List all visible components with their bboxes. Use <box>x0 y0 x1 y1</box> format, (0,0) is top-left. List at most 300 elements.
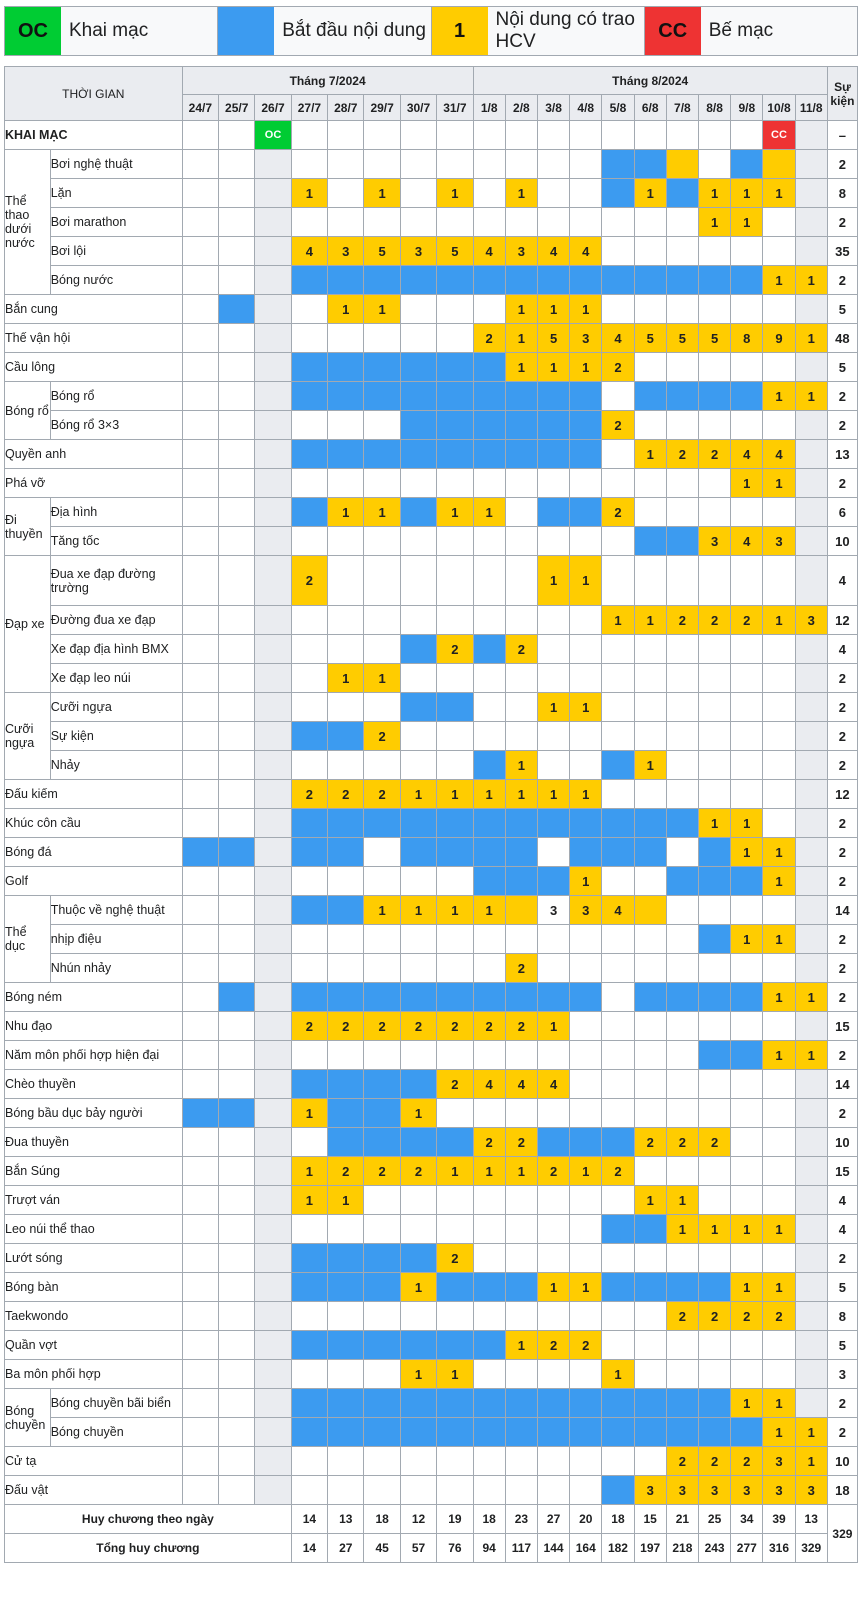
event-cell <box>473 382 505 411</box>
footer-value: 39 <box>763 1505 795 1534</box>
schedule-row <box>5 208 858 237</box>
empty-cell <box>666 208 698 237</box>
medal-cell: 2 <box>364 722 400 751</box>
medal-cell: 2 <box>634 1128 666 1157</box>
medal-cell: 2 <box>602 353 634 382</box>
event-cell <box>437 1331 473 1360</box>
empty-cell <box>731 1070 763 1099</box>
event-cell <box>570 498 602 527</box>
empty-cell <box>291 208 327 237</box>
sport-name: Bóng bàn <box>5 1273 183 1302</box>
event-cell <box>400 411 436 440</box>
event-cell <box>328 382 364 411</box>
footer-value: 197 <box>634 1534 666 1563</box>
footer-value: 117 <box>505 1534 537 1563</box>
empty-cell <box>795 1012 827 1041</box>
schedule-row <box>5 838 858 867</box>
sport-name: Thế vận hội <box>5 324 183 353</box>
event-cell <box>364 1099 400 1128</box>
event-cell <box>537 411 569 440</box>
schedule-row <box>5 121 858 150</box>
medal-cell: 4 <box>731 527 763 556</box>
empty-cell <box>763 1128 795 1157</box>
empty-cell <box>666 722 698 751</box>
medal-cell: 1 <box>505 1331 537 1360</box>
empty-cell <box>602 1070 634 1099</box>
sport-name: Bắn Súng <box>5 1157 183 1186</box>
empty-cell <box>505 722 537 751</box>
event-cell <box>537 1128 569 1157</box>
empty-cell <box>473 1302 505 1331</box>
empty-cell <box>698 751 730 780</box>
empty-cell <box>505 1302 537 1331</box>
empty-cell <box>698 780 730 809</box>
sport-name: Sự kiện <box>50 722 182 751</box>
empty-cell <box>255 237 291 266</box>
empty-cell <box>634 121 666 150</box>
events-count: 15 <box>827 1157 857 1186</box>
event-cell <box>634 266 666 295</box>
empty-cell <box>182 664 218 693</box>
event-cell <box>291 1244 327 1273</box>
schedule-row <box>5 498 858 527</box>
event-cell <box>364 809 400 838</box>
medal-cell: 2 <box>328 1012 364 1041</box>
event-cell <box>602 1128 634 1157</box>
event-cell <box>731 150 763 179</box>
empty-cell <box>795 1157 827 1186</box>
event-cell <box>364 983 400 1012</box>
sport-name: Nhảy <box>50 751 182 780</box>
sport-name: Quần vợt <box>5 1331 183 1360</box>
event-cell <box>537 266 569 295</box>
empty-cell <box>364 867 400 896</box>
event-cell <box>400 440 436 469</box>
empty-cell <box>731 751 763 780</box>
empty-cell <box>666 954 698 983</box>
empty-cell <box>698 1070 730 1099</box>
empty-cell <box>219 1273 255 1302</box>
empty-cell <box>602 1244 634 1273</box>
medal-cell: 1 <box>570 295 602 324</box>
empty-cell <box>182 1389 218 1418</box>
medal-cell: 1 <box>291 1157 327 1186</box>
event-cell <box>505 983 537 1012</box>
empty-cell <box>255 693 291 722</box>
empty-cell <box>291 1360 327 1389</box>
empty-cell <box>473 527 505 556</box>
empty-cell <box>400 867 436 896</box>
empty-cell <box>795 121 827 150</box>
empty-cell <box>473 1041 505 1070</box>
empty-cell <box>291 635 327 664</box>
empty-cell <box>219 469 255 498</box>
schedule-row <box>5 693 858 722</box>
medal-cell: 1 <box>291 179 327 208</box>
empty-cell <box>795 1331 827 1360</box>
empty-cell <box>291 954 327 983</box>
event-cell <box>437 1273 473 1302</box>
day-header: 8/8 <box>698 95 730 121</box>
empty-cell <box>364 1302 400 1331</box>
empty-cell <box>666 295 698 324</box>
sport-group: Thể thao dưới nước <box>5 150 51 295</box>
empty-cell <box>731 780 763 809</box>
schedule-row <box>5 1331 858 1360</box>
empty-cell <box>763 722 795 751</box>
empty-cell <box>731 121 763 150</box>
medal-cell: 1 <box>473 896 505 925</box>
sport-name: Lặn <box>50 179 182 208</box>
medal-cell: 2 <box>570 1331 602 1360</box>
event-cell <box>437 838 473 867</box>
empty-cell <box>505 1099 537 1128</box>
event-cell <box>328 1099 364 1128</box>
empty-cell <box>634 469 666 498</box>
event-cell <box>328 266 364 295</box>
medal-cell: 2 <box>602 498 634 527</box>
event-cell <box>602 1476 634 1505</box>
empty-cell <box>666 1244 698 1273</box>
empty-cell <box>400 121 436 150</box>
empty-cell <box>505 208 537 237</box>
empty-cell <box>291 1447 327 1476</box>
footer-value: 12 <box>400 1505 436 1534</box>
event-cell <box>328 809 364 838</box>
empty-cell <box>328 606 364 635</box>
empty-cell <box>763 896 795 925</box>
empty-cell <box>698 1186 730 1215</box>
empty-cell <box>570 954 602 983</box>
schedule-row <box>5 983 858 1012</box>
event-cell <box>437 266 473 295</box>
empty-cell <box>666 1099 698 1128</box>
footer-value: 25 <box>698 1505 730 1534</box>
empty-cell <box>328 925 364 954</box>
empty-cell <box>364 150 400 179</box>
event-cell <box>364 440 400 469</box>
empty-cell <box>570 121 602 150</box>
medal-cell: 1 <box>763 266 795 295</box>
empty-cell <box>182 780 218 809</box>
empty-cell <box>666 237 698 266</box>
event-cell <box>505 382 537 411</box>
empty-cell <box>255 664 291 693</box>
empty-cell <box>219 1302 255 1331</box>
empty-cell <box>291 693 327 722</box>
medal-cell: 2 <box>291 1012 327 1041</box>
empty-cell <box>291 1476 327 1505</box>
event-cell <box>537 867 569 896</box>
event-cell <box>291 353 327 382</box>
medal-cell: 1 <box>570 556 602 606</box>
event-cell <box>328 722 364 751</box>
empty-cell <box>364 556 400 606</box>
events-count: 2 <box>827 208 857 237</box>
empty-cell <box>570 751 602 780</box>
empty-cell <box>698 1099 730 1128</box>
empty-cell <box>537 469 569 498</box>
event-cell <box>400 498 436 527</box>
empty-cell <box>666 635 698 664</box>
event-cell <box>634 983 666 1012</box>
footer-value: 13 <box>328 1505 364 1534</box>
medal-cell: 2 <box>602 1157 634 1186</box>
medal-cell: 1 <box>473 498 505 527</box>
empty-cell <box>473 1186 505 1215</box>
empty-cell <box>182 121 218 150</box>
medal-cell: 1 <box>505 751 537 780</box>
schedule-row <box>5 751 858 780</box>
empty-cell <box>255 983 291 1012</box>
event-cell <box>570 1128 602 1157</box>
empty-cell <box>473 556 505 606</box>
medal-cell: 3 <box>763 527 795 556</box>
medal-cell <box>505 896 537 925</box>
empty-cell <box>219 1418 255 1447</box>
empty-cell <box>537 954 569 983</box>
empty-cell <box>570 208 602 237</box>
medal-cell: 3 <box>698 527 730 556</box>
empty-cell <box>400 606 436 635</box>
empty-cell <box>795 635 827 664</box>
empty-cell <box>255 635 291 664</box>
schedule-row <box>5 469 858 498</box>
empty-cell <box>795 1360 827 1389</box>
empty-cell <box>602 1099 634 1128</box>
medal-cell: 1 <box>505 295 537 324</box>
schedule-row <box>5 324 858 353</box>
events-count: 2 <box>827 1041 857 1070</box>
sport-group: Bóng chuyền <box>5 1389 51 1447</box>
events-count: 48 <box>827 324 857 353</box>
medal-cell: 1 <box>364 896 400 925</box>
empty-cell <box>328 751 364 780</box>
empty-cell <box>255 208 291 237</box>
empty-cell <box>602 983 634 1012</box>
event-cell <box>291 266 327 295</box>
medal-cell: 2 <box>505 954 537 983</box>
empty-cell <box>731 635 763 664</box>
empty-cell <box>731 556 763 606</box>
medal-cell: 1 <box>795 266 827 295</box>
sport-name: Đua xe đạp đường trường <box>50 556 182 606</box>
empty-cell <box>505 498 537 527</box>
empty-cell <box>795 1273 827 1302</box>
empty-cell <box>634 635 666 664</box>
empty-cell <box>400 1186 436 1215</box>
empty-cell <box>182 693 218 722</box>
empty-cell <box>219 1331 255 1360</box>
empty-cell <box>291 1041 327 1070</box>
empty-cell <box>219 324 255 353</box>
empty-cell <box>666 896 698 925</box>
events-count: 2 <box>827 722 857 751</box>
empty-cell <box>634 295 666 324</box>
empty-cell <box>634 1012 666 1041</box>
medal-cell: 1 <box>437 896 473 925</box>
sport-name: Ba môn phối hợp <box>5 1360 183 1389</box>
legend-swatch: 1 <box>432 7 488 55</box>
empty-cell <box>291 1215 327 1244</box>
schedule-row <box>5 237 858 266</box>
medal-cell: 1 <box>473 780 505 809</box>
event-cell <box>328 440 364 469</box>
events-count: 5 <box>827 295 857 324</box>
empty-cell <box>473 1476 505 1505</box>
event-cell <box>505 1273 537 1302</box>
event-cell <box>473 1418 505 1447</box>
medal-cell: 1 <box>763 1418 795 1447</box>
medal-cell: 2 <box>291 556 327 606</box>
sport-name: Trượt ván <box>5 1186 183 1215</box>
empty-cell <box>602 295 634 324</box>
schedule-row <box>5 1041 858 1070</box>
event-cell <box>437 382 473 411</box>
sport-name: Bóng rổ 3×3 <box>50 411 182 440</box>
sport-name: Quyền anh <box>5 440 183 469</box>
empty-cell <box>219 237 255 266</box>
event-cell <box>698 1418 730 1447</box>
event-cell <box>537 382 569 411</box>
event-cell <box>364 1273 400 1302</box>
empty-cell <box>698 556 730 606</box>
day-header: 2/8 <box>505 95 537 121</box>
events-count: 4 <box>827 635 857 664</box>
empty-cell <box>437 295 473 324</box>
empty-cell <box>255 896 291 925</box>
empty-cell <box>795 722 827 751</box>
schedule-row <box>5 1476 858 1505</box>
events-count: 4 <box>827 1215 857 1244</box>
medal-cell: 5 <box>634 324 666 353</box>
events-count: 12 <box>827 780 857 809</box>
medal-cell: 2 <box>666 1128 698 1157</box>
empty-cell <box>182 954 218 983</box>
event-cell <box>328 1128 364 1157</box>
empty-cell <box>400 179 436 208</box>
medal-cell: 3 <box>570 896 602 925</box>
empty-cell <box>570 635 602 664</box>
grand-total: 329 <box>827 1505 857 1563</box>
empty-cell <box>473 150 505 179</box>
event-cell <box>437 353 473 382</box>
sport-name: Xe đạp leo núi <box>50 664 182 693</box>
event-cell <box>505 440 537 469</box>
empty-cell <box>795 498 827 527</box>
event-cell <box>473 1389 505 1418</box>
empty-cell <box>570 1476 602 1505</box>
footer-value: 34 <box>731 1505 763 1534</box>
empty-cell <box>634 208 666 237</box>
empty-cell <box>182 867 218 896</box>
empty-cell <box>505 469 537 498</box>
empty-cell <box>255 411 291 440</box>
medal-cell: 1 <box>666 1215 698 1244</box>
empty-cell <box>570 1215 602 1244</box>
empty-cell <box>666 1360 698 1389</box>
empty-cell <box>291 295 327 324</box>
empty-cell <box>182 1418 218 1447</box>
empty-cell <box>219 809 255 838</box>
event-cell <box>505 809 537 838</box>
empty-cell <box>400 954 436 983</box>
sport-name: Đua thuyền <box>5 1128 183 1157</box>
empty-cell <box>437 1476 473 1505</box>
empty-cell <box>400 295 436 324</box>
empty-cell <box>731 693 763 722</box>
events-count: 2 <box>827 867 857 896</box>
month-august-header: Tháng 8/2024 <box>473 67 827 95</box>
empty-cell <box>505 1186 537 1215</box>
empty-cell <box>634 1302 666 1331</box>
empty-cell <box>505 606 537 635</box>
empty-cell <box>602 1331 634 1360</box>
empty-cell <box>219 1447 255 1476</box>
empty-cell <box>328 469 364 498</box>
empty-cell <box>731 411 763 440</box>
empty-cell <box>291 121 327 150</box>
empty-cell <box>763 954 795 983</box>
empty-cell <box>731 1128 763 1157</box>
event-cell <box>602 150 634 179</box>
empty-cell <box>291 751 327 780</box>
medal-cell: 1 <box>763 1041 795 1070</box>
empty-cell <box>795 1244 827 1273</box>
empty-cell <box>666 838 698 867</box>
empty-cell <box>182 1360 218 1389</box>
sport-name: Bắn cung <box>5 295 183 324</box>
empty-cell <box>505 1476 537 1505</box>
empty-cell <box>182 498 218 527</box>
sport-name: Lướt sóng <box>5 1244 183 1273</box>
empty-cell <box>291 411 327 440</box>
empty-cell <box>763 556 795 606</box>
empty-cell <box>291 1128 327 1157</box>
empty-cell <box>400 208 436 237</box>
event-cell <box>364 382 400 411</box>
medal-cell: 1 <box>731 1273 763 1302</box>
sport-name: Đấu vật <box>5 1476 183 1505</box>
event-cell <box>400 1331 436 1360</box>
medal-cell: 1 <box>763 606 795 635</box>
event-cell <box>698 266 730 295</box>
empty-cell <box>328 867 364 896</box>
events-count: 2 <box>827 150 857 179</box>
sport-name: Bóng bầu dục bảy người <box>5 1099 183 1128</box>
schedule-row <box>5 1215 858 1244</box>
empty-cell <box>255 1070 291 1099</box>
event-cell <box>666 809 698 838</box>
footer-value: 45 <box>364 1534 400 1563</box>
empty-cell <box>182 1128 218 1157</box>
legend-label: Bắt đầu nội dung <box>274 7 431 55</box>
event-cell <box>602 751 634 780</box>
empty-cell <box>634 1244 666 1273</box>
medal-cell: 1 <box>634 606 666 635</box>
medal-cell: 1 <box>698 1215 730 1244</box>
events-count: 10 <box>827 1128 857 1157</box>
event-cell <box>666 179 698 208</box>
empty-cell <box>537 1215 569 1244</box>
empty-cell <box>634 1331 666 1360</box>
event-cell <box>400 266 436 295</box>
empty-cell <box>219 1389 255 1418</box>
empty-cell <box>219 382 255 411</box>
event-cell <box>291 440 327 469</box>
empty-cell <box>602 954 634 983</box>
empty-cell <box>219 664 255 693</box>
